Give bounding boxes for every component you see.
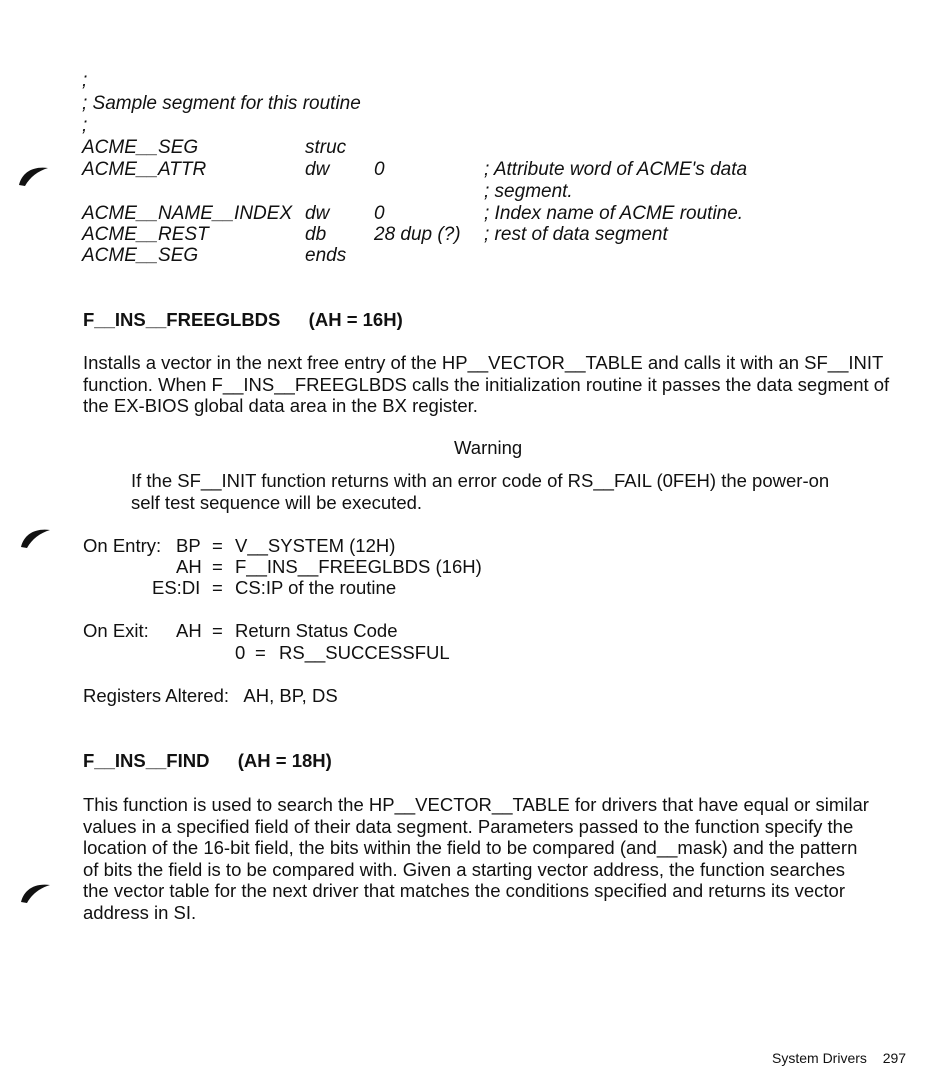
paragraph-line: This function is used to search the HP__VECTOR__TABLE for drivers that have equal or similar <box>83 794 869 815</box>
code-name: ACME__SEG <box>82 245 199 266</box>
code-value: 0 <box>374 159 385 180</box>
register-name: 0 <box>235 642 246 663</box>
code-comment: ; rest of data segment <box>484 224 668 245</box>
register-name: BP <box>176 535 201 556</box>
on-entry-label: On Entry: <box>83 535 162 556</box>
code-op: ends <box>305 245 347 266</box>
register-value: Return Status Code <box>235 620 398 641</box>
code-name: ACME__REST <box>82 224 209 245</box>
margin-mark-icon <box>18 163 50 187</box>
paragraph-line: values in a specified field of their data segment. Parameters passed to the function specify the <box>83 815 854 837</box>
code-comment-line: ; <box>82 70 88 91</box>
heading-function-code: (AH = 16H) <box>308 309 403 330</box>
margin-mark-icon <box>20 880 52 904</box>
register-value: CS:IP of the routine <box>235 577 397 598</box>
register-name: ES:DI <box>152 577 201 598</box>
section-paragraph <box>83 352 890 417</box>
register-name: AH <box>176 620 202 641</box>
equals-sign: = <box>212 556 223 577</box>
register-value: F__INS__FREEGLBDS (16H) <box>235 556 482 577</box>
on-exit-label: On Exit: <box>83 620 149 641</box>
paragraph-line: function. When F__INS__FREEGLBDS calls the initialization routine it passes the data segment of <box>83 373 890 395</box>
heading-function-name: F__INS__FIND <box>83 750 210 771</box>
warning-line: If the SF__INIT function returns with an error code of RS__FAIL (0FEH) the power-on <box>131 470 830 491</box>
code-comment: ; segment. <box>484 181 573 202</box>
code-value: 28 dup (?) <box>374 224 461 245</box>
page-number: 297 <box>882 1050 907 1066</box>
heading-function-name: F__INS__FREEGLBDS <box>83 309 281 330</box>
equals-sign: = <box>212 535 223 556</box>
paragraph-line: Installs a vector in the next free entry of the HP__VECTOR__TABLE and calls it with an SF__INIT <box>83 352 884 373</box>
code-name: ACME__SEG <box>82 137 199 158</box>
paragraph-line: the EX-BIOS global data area in the BX register. <box>83 395 478 416</box>
warning-text <box>131 470 931 513</box>
code-name: ACME__NAME__INDEX <box>82 203 293 224</box>
code-op: struc <box>305 137 347 158</box>
equals-sign: = <box>212 620 223 641</box>
code-name: ACME__ATTR <box>82 159 207 180</box>
paragraph-line: of bits the field is to be compared with. Given a starting vector address, the function searches <box>83 858 845 880</box>
registers-altered: Registers Altered: AH, BP, DS <box>83 685 338 706</box>
code-value: 0 <box>374 203 385 224</box>
section-heading <box>83 309 403 331</box>
code-op: db <box>305 224 327 245</box>
register-value: RS__SUCCESSFUL <box>279 642 450 663</box>
register-value: V__SYSTEM (12H) <box>235 535 396 556</box>
page-footer <box>772 1050 906 1066</box>
code-comment-line: ; <box>82 115 88 136</box>
equals-sign: = <box>212 577 223 598</box>
equals-sign: = <box>255 642 266 663</box>
warning-line: self test sequence will be executed. <box>131 491 423 513</box>
paragraph-line: the vector table for the next driver that matches the conditions specified and returns its vector <box>83 880 845 901</box>
footer-section-name: System Drivers <box>772 1050 867 1066</box>
code-op: dw <box>305 203 330 224</box>
section-paragraph <box>83 794 883 923</box>
register-name: AH <box>176 556 202 577</box>
code-comment: ; Index name of ACME routine. <box>484 203 744 224</box>
paragraph-line: location of the 16-bit field, the bits within the field to be compared (and__mask) and the pattern <box>83 837 858 858</box>
code-comment: ; Attribute word of ACME's data <box>484 159 748 180</box>
code-op: dw <box>305 159 330 180</box>
warning-title: Warning <box>454 437 523 458</box>
code-comment-line: ; Sample segment for this routine <box>82 93 361 114</box>
heading-function-code: (AH = 18H) <box>237 750 332 771</box>
margin-mark-icon <box>20 525 52 549</box>
section-heading <box>83 750 332 772</box>
paragraph-line: address in SI. <box>83 901 197 923</box>
